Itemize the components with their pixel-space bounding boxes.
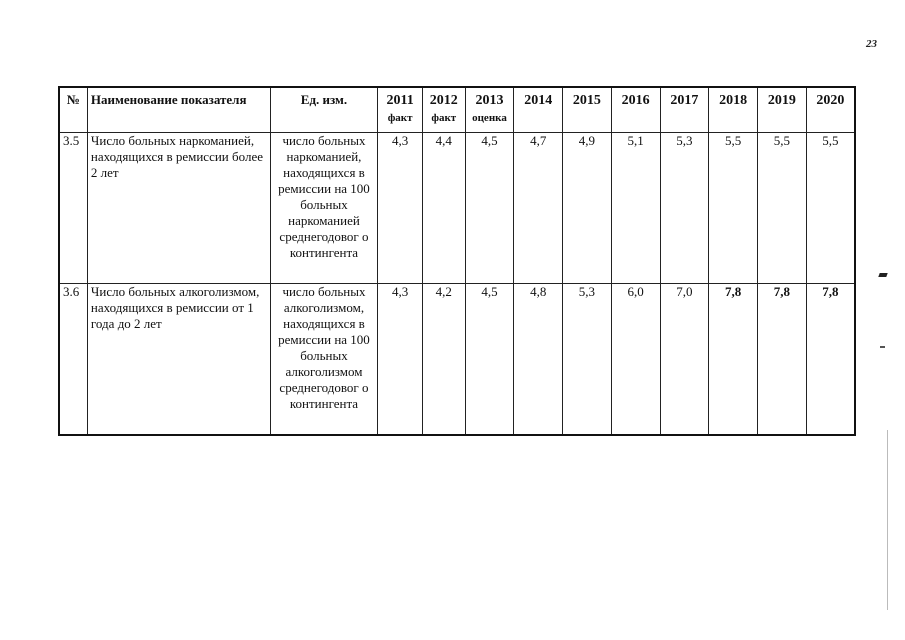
row-num: 3.6	[59, 284, 87, 436]
row-num: 3.5	[59, 133, 87, 284]
year-label: 2017	[670, 93, 699, 108]
scan-artifact-line	[887, 430, 888, 610]
value-2018: 5,5	[709, 133, 758, 284]
year-label: 2015	[572, 93, 601, 108]
year-label: 2013	[475, 93, 504, 108]
value-2013: 4,5	[465, 284, 514, 436]
header-unit: Ед. изм.	[270, 87, 378, 133]
page-number: 23	[866, 38, 877, 50]
value-2012: 4,4	[422, 133, 465, 284]
value-2018: 7,8	[709, 284, 758, 436]
scan-artifact-mark	[880, 346, 885, 348]
value-2012: 4,2	[422, 284, 465, 436]
header-year-2012	[422, 87, 465, 133]
indicators-table	[58, 86, 856, 436]
header-year-2015	[563, 87, 612, 133]
value-2019: 7,8	[758, 284, 807, 436]
year-label: 2012	[429, 93, 458, 108]
header-year-2013	[465, 87, 514, 133]
year-label: 2019	[767, 93, 796, 108]
year-note: оценка	[472, 112, 507, 124]
header-year-2019	[758, 87, 807, 133]
indicator-name: Число больных наркоманией, находящихся в ремиссии более 2 лет	[87, 133, 270, 284]
year-label: 2020	[816, 93, 845, 108]
header-year-2016	[611, 87, 660, 133]
header-year-2011	[378, 87, 423, 133]
header-name: Наименование показателя	[87, 87, 270, 133]
value-2011: 4,3	[378, 284, 423, 436]
year-label: 2018	[719, 93, 748, 108]
value-2020: 5,5	[806, 133, 855, 284]
header-year-2017	[660, 87, 709, 133]
value-2015: 4,9	[563, 133, 612, 284]
header-year-2014	[514, 87, 563, 133]
year-note: факт	[387, 112, 413, 124]
value-2013: 4,5	[465, 133, 514, 284]
value-2015: 5,3	[563, 284, 612, 436]
value-2016: 6,0	[611, 284, 660, 436]
value-2019: 5,5	[758, 133, 807, 284]
header-year-2020	[806, 87, 855, 133]
unit-of-measure: число больных наркоманией, находящихся в ремиссии на 100 больных наркоманией среднегодовог о контингента	[270, 133, 378, 284]
year-label: 2014	[524, 93, 553, 108]
value-2014: 4,8	[514, 284, 563, 436]
value-2016: 5,1	[611, 133, 660, 284]
unit-of-measure: число больных алкоголизмом, находящихся в ремиссии на 100 больных алкоголизмом среднегодовог о контингента	[270, 284, 378, 436]
header-num: №	[59, 87, 87, 133]
indicator-name: Число больных алкоголизмом, находящихся в ремиссии от 1 года до 2 лет	[87, 284, 270, 436]
value-2017: 7,0	[660, 284, 709, 436]
scan-artifact-mark	[878, 273, 887, 277]
value-2014: 4,7	[514, 133, 563, 284]
year-label: 2011	[386, 93, 414, 108]
year-note: факт	[431, 112, 457, 124]
header-year-2018	[709, 87, 758, 133]
table-header-row	[59, 87, 855, 133]
value-2020: 7,8	[806, 284, 855, 436]
year-label: 2016	[621, 93, 650, 108]
table-row	[59, 133, 855, 284]
table-row	[59, 284, 855, 436]
value-2011: 4,3	[378, 133, 423, 284]
value-2017: 5,3	[660, 133, 709, 284]
